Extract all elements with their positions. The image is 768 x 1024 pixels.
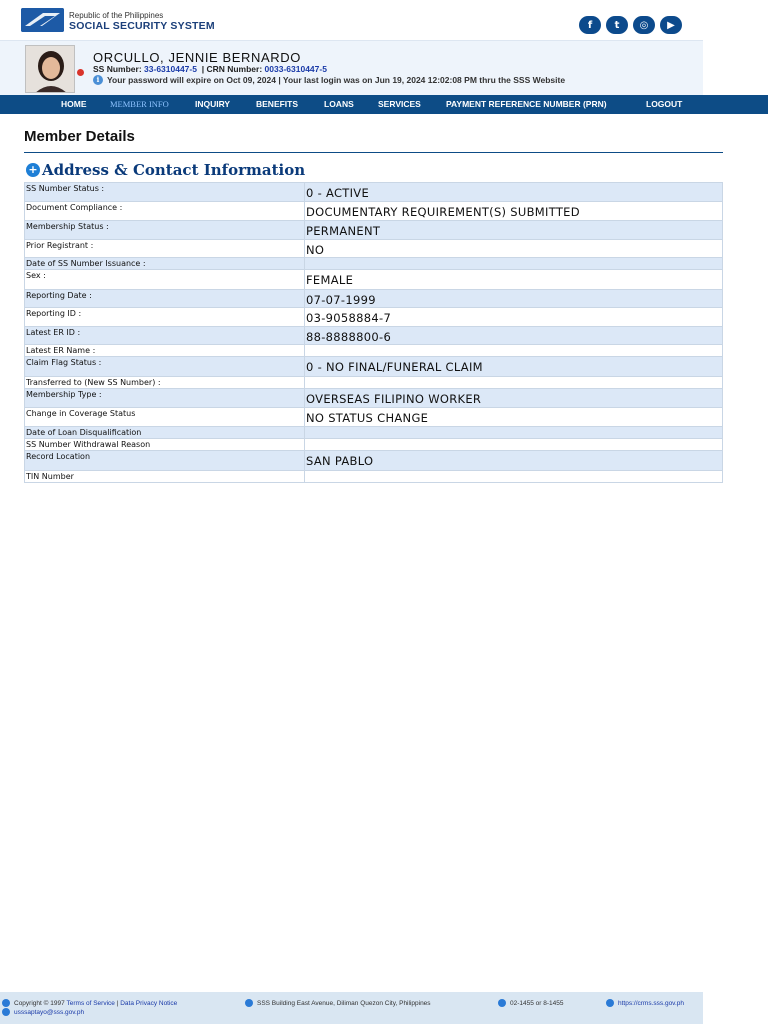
detail-label: Transferred to (New SS Number) : (25, 377, 305, 389)
detail-row (25, 357, 723, 377)
detail-label: Date of SS Number Issuance : (25, 258, 305, 270)
ss-number: 33-6310447-5 (144, 64, 197, 74)
member-numbers (93, 64, 327, 74)
detail-value: NO (305, 240, 723, 258)
avatar (25, 45, 75, 93)
nav-item-services[interactable]: SERVICES (378, 99, 421, 109)
detail-row (25, 408, 723, 427)
detail-row (25, 202, 723, 221)
detail-row (25, 240, 723, 258)
footer-address (245, 999, 431, 1007)
detail-value: 07-07-1999 (305, 290, 723, 308)
detail-row (25, 290, 723, 308)
status-dot-icon (77, 69, 84, 76)
detail-row (25, 308, 723, 327)
footer-website (606, 999, 684, 1007)
location-pin-icon (245, 999, 253, 1007)
detail-row (25, 221, 723, 240)
nav-item-loans[interactable]: LOANS (324, 99, 354, 109)
detail-row (25, 389, 723, 408)
detail-label: SS Number Status : (25, 183, 305, 202)
address-text: SSS Building East Avenue, Diliman Quezon City, Philippines (257, 999, 431, 1007)
twitter-icon[interactable]: t (606, 16, 628, 34)
top-header (0, 0, 703, 40)
main-nav (0, 95, 768, 114)
detail-label: SS Number Withdrawal Reason (25, 439, 305, 451)
detail-value: 88-8888800-6 (305, 327, 723, 345)
detail-row (25, 183, 723, 202)
detail-value (305, 345, 723, 357)
nav-item-inquiry[interactable]: INQUIRY (195, 99, 231, 109)
detail-label: Latest ER Name : (25, 345, 305, 357)
detail-value: DOCUMENTARY REQUIREMENT(S) SUBMITTED (305, 202, 723, 221)
detail-value (305, 258, 723, 270)
info-icon: i (93, 75, 103, 85)
detail-label: Record Location (25, 451, 305, 471)
detail-row (25, 377, 723, 389)
email-link[interactable]: usssaptayo@sss.gov.ph (14, 1008, 85, 1016)
detail-value: 0 - NO FINAL/FUNERAL CLAIM (305, 357, 723, 377)
detail-value (305, 439, 723, 451)
crn-number-label: | CRN Number: (201, 64, 263, 74)
phone-text: 02-1455 or 8-1455 (510, 999, 564, 1007)
password-notice (93, 75, 565, 85)
detail-value: 03-9058884-7 (305, 308, 723, 327)
detail-row (25, 270, 723, 290)
detail-row (25, 345, 723, 357)
detail-value (305, 377, 723, 389)
nav-item-benefits[interactable]: BENEFITS (256, 99, 299, 109)
detail-value: PERMANENT (305, 221, 723, 240)
nav-item-member-info[interactable]: MEMBER INFO (110, 99, 169, 109)
detail-label: Claim Flag Status : (25, 357, 305, 377)
crn-number: 0033-6310447-5 (264, 64, 327, 74)
detail-value (305, 471, 723, 483)
org-subtitle: Republic of the Philippines (69, 11, 164, 20)
detail-label: Membership Type : (25, 389, 305, 408)
detail-label: Sex : (25, 270, 305, 290)
detail-label: Prior Registrant : (25, 240, 305, 258)
detail-label: Change in Coverage Status (25, 408, 305, 427)
privacy-link[interactable]: Data Privacy Notice (120, 999, 178, 1007)
globe-icon (2, 999, 10, 1007)
section-title: Address & Contact Information (42, 161, 306, 179)
detail-label: TIN Number (25, 471, 305, 483)
ss-number-label: SS Number: (93, 64, 142, 74)
detail-row (25, 439, 723, 451)
terms-link[interactable]: Terms of Service (66, 999, 115, 1007)
facebook-icon[interactable]: f (579, 16, 601, 34)
member-details-table (24, 182, 723, 483)
nav-item-home[interactable]: HOME (61, 99, 87, 109)
page-title: Member Details (24, 128, 135, 145)
youtube-icon[interactable]: ▶ (660, 16, 682, 34)
instagram-icon[interactable]: ◎ (633, 16, 655, 34)
footer-email (2, 1008, 84, 1016)
detail-label: Document Compliance : (25, 202, 305, 221)
website-link[interactable]: https://crms.sss.gov.ph (618, 999, 684, 1007)
phone-icon (498, 999, 506, 1007)
sss-logo[interactable] (21, 8, 64, 32)
detail-label: Date of Loan Disqualification (25, 427, 305, 439)
email-icon (2, 1008, 10, 1016)
detail-row (25, 327, 723, 345)
footer (0, 992, 703, 1024)
expand-plus-icon[interactable]: + (26, 163, 40, 177)
detail-value: SAN PABLO (305, 451, 723, 471)
footer-phone (498, 999, 564, 1007)
detail-label: Membership Status : (25, 221, 305, 240)
password-notice-text: Your password will expire on Oct 09, 2024 | Your last login was on Jun 19, 2024 12:02:08 PM thru the SSS Website (107, 75, 566, 85)
org-title: SOCIAL SECURITY SYSTEM (69, 20, 215, 32)
nav-item-payment-reference-number-prn[interactable]: PAYMENT REFERENCE NUMBER (PRN) (446, 99, 607, 109)
social-links (579, 16, 682, 34)
detail-row (25, 258, 723, 270)
nav-item-logout[interactable]: LOGOUT (646, 99, 683, 109)
user-info-bar (0, 40, 703, 95)
web-icon (606, 999, 614, 1007)
detail-value: FEMALE (305, 270, 723, 290)
detail-label: Latest ER ID : (25, 327, 305, 345)
footer-copyright: Copyright © 1997 Terms of Service | Data Privacy Notice (2, 999, 177, 1007)
detail-value: NO STATUS CHANGE (305, 408, 723, 427)
copyright-text: Copyright © 1997 (14, 999, 65, 1007)
detail-value: 0 - ACTIVE (305, 183, 723, 202)
detail-row (25, 427, 723, 439)
detail-label: Reporting Date : (25, 290, 305, 308)
title-divider (24, 152, 723, 153)
detail-value (305, 427, 723, 439)
detail-row (25, 471, 723, 483)
detail-label: Reporting ID : (25, 308, 305, 327)
detail-value: OVERSEAS FILIPINO WORKER (305, 389, 723, 408)
detail-row (25, 451, 723, 471)
section-header[interactable] (26, 161, 305, 179)
member-name: ORCULLO, JENNIE BERNARDO (93, 50, 301, 65)
